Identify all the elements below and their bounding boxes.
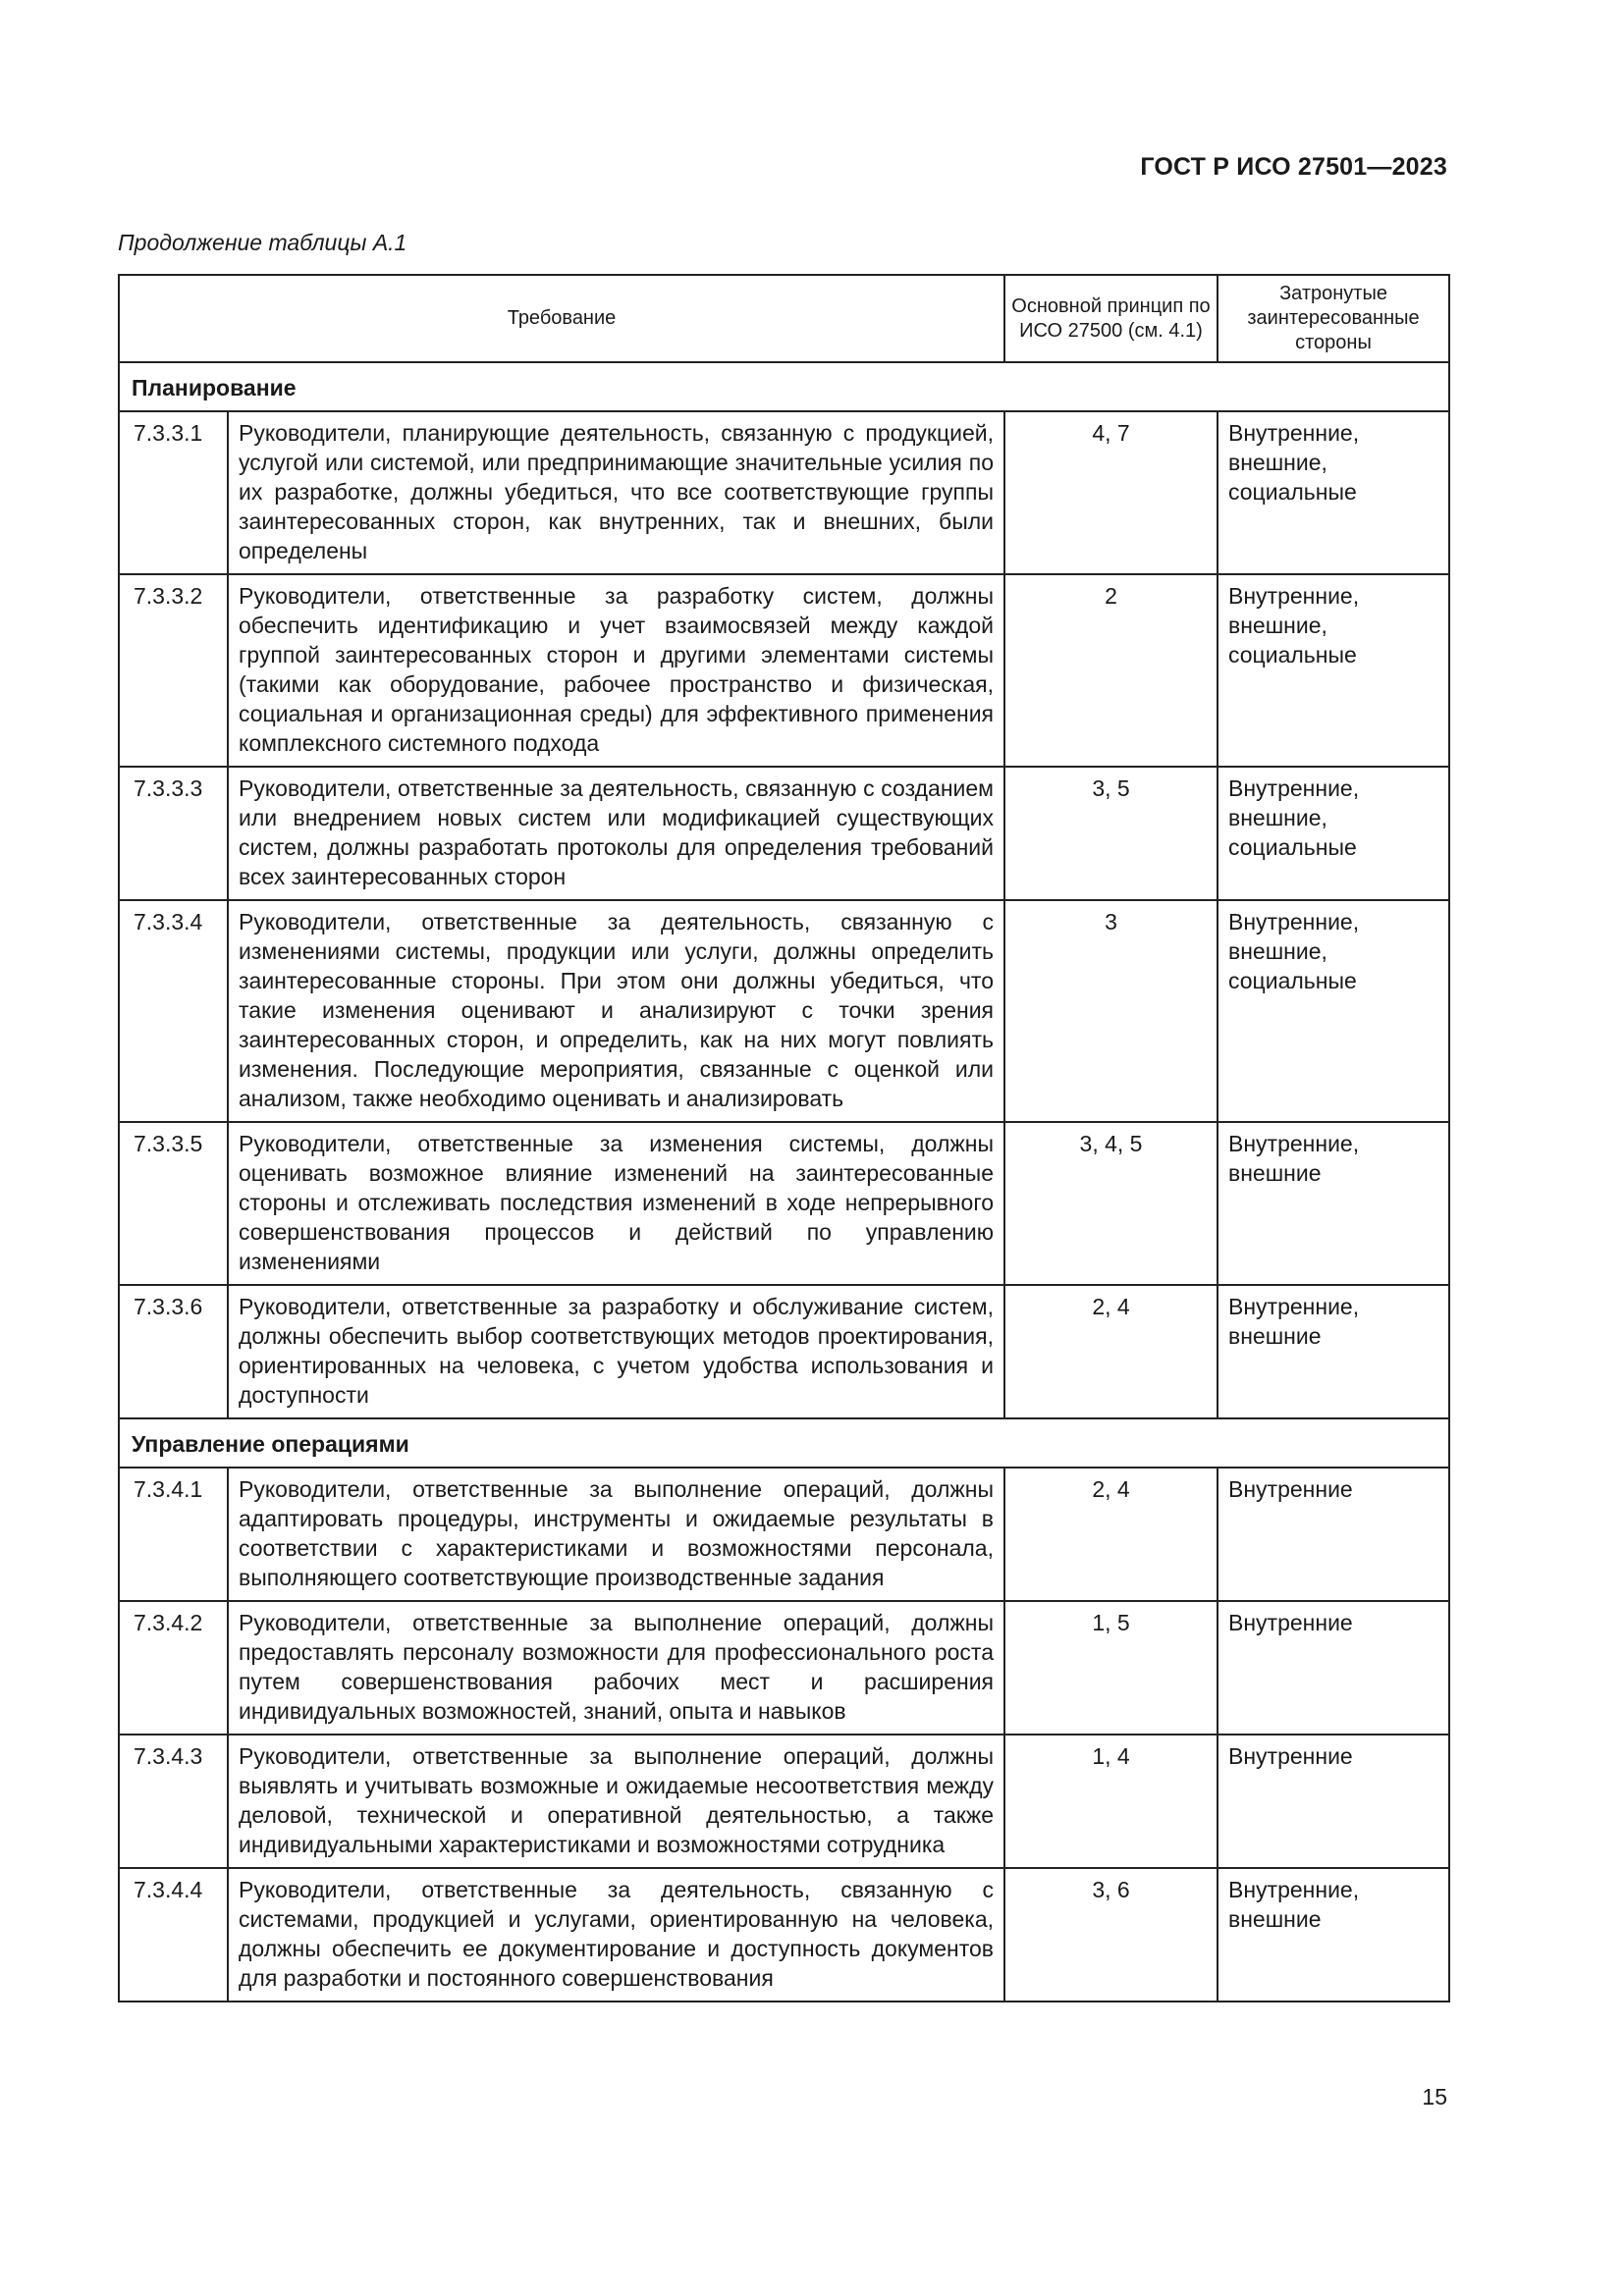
- affected-parties: Внутренние, внешние, социальные: [1218, 900, 1449, 1122]
- table-caption: Продолжение таблицы А.1: [118, 230, 407, 255]
- requirement-text: Руководители, ответственные за разработку систем, должны обеспечить идентификацию и учет взаимосвязей между каждой группой заинтересованных сторон и другими элементами системы (такими как оборудование, рабочее пространство и физическая, социальная и организационная среды) для эффективного применения комплексного системного подхода: [228, 574, 1004, 767]
- table-row: [119, 767, 1449, 900]
- requirement-id: 7.3.4.2: [119, 1601, 228, 1735]
- affected-parties: Внутренние, внешние: [1218, 1285, 1449, 1418]
- requirement-id: 7.3.4.1: [119, 1468, 228, 1601]
- affected-parties: Внутренние: [1218, 1468, 1449, 1601]
- requirement-id: 7.3.3.6: [119, 1285, 228, 1418]
- header-parties: Затронутые заинтересованные стороны: [1218, 275, 1449, 362]
- affected-parties: Внутренние, внешние, социальные: [1218, 411, 1449, 574]
- principle-refs: 3: [1004, 900, 1218, 1122]
- principle-refs: 1, 5: [1004, 1601, 1218, 1735]
- affected-parties: Внутренние: [1218, 1735, 1449, 1868]
- table-body: [119, 362, 1449, 2002]
- requirement-id: 7.3.4.3: [119, 1735, 228, 1868]
- principle-refs: 2: [1004, 574, 1218, 767]
- table-row: [119, 574, 1449, 767]
- requirement-id: 7.3.4.4: [119, 1868, 228, 2002]
- document-code: ГОСТ Р ИСО 27501—2023: [1140, 153, 1447, 181]
- requirement-text: Руководители, ответственные за деятельность, связанную с созданием или внедрением новых систем или модификацией существующих систем, должны разработать протоколы для определения требований всех заинтересованных сторон: [228, 767, 1004, 900]
- principle-refs: 4, 7: [1004, 411, 1218, 574]
- principle-refs: 3, 4, 5: [1004, 1122, 1218, 1285]
- requirement-text: Руководители, ответственные за изменения системы, должны оценивать возможное влияние изменений на заинтересованные стороны и отслеживать последствия изменений в ходе непрерывного совершенствования процессов и действий по управлению изменениями: [228, 1122, 1004, 1285]
- affected-parties: Внутренние, внешние, социальные: [1218, 767, 1449, 900]
- table-row: [119, 1122, 1449, 1285]
- requirement-id: 7.3.3.5: [119, 1122, 228, 1285]
- header-principle: Основной принцип по ИСО 27500 (см. 4.1): [1004, 275, 1218, 362]
- requirements-table: [118, 274, 1450, 2002]
- affected-parties: Внутренние, внешние, социальные: [1218, 574, 1449, 767]
- principle-refs: 1, 4: [1004, 1735, 1218, 1868]
- table-row: [119, 1285, 1449, 1418]
- requirement-id: 7.3.3.3: [119, 767, 228, 900]
- table-row: [119, 900, 1449, 1122]
- principle-refs: 3, 6: [1004, 1868, 1218, 2002]
- section-row: [119, 1418, 1449, 1468]
- requirement-text: Руководители, ответственные за деятельность, связанную с системами, продукцией и услугами, ориентированную на человека, должны обеспечить ее документирование и доступность документов для разработки и постоянного совершенствования: [228, 1868, 1004, 2002]
- requirement-id: 7.3.3.1: [119, 411, 228, 574]
- affected-parties: Внутренние: [1218, 1601, 1449, 1735]
- principle-refs: 3, 5: [1004, 767, 1218, 900]
- requirement-text: Руководители, планирующие деятельность, связанную с продукцией, услугой или системой, или предпринимающие значительные усилия по их разработке, должны убедиться, что все соответствующие группы заинтересованных сторон, как внутренних, так и внешних, были определены: [228, 411, 1004, 574]
- requirement-id: 7.3.3.2: [119, 574, 228, 767]
- section-title: Управление операциями: [119, 1418, 1449, 1468]
- table-row: [119, 1868, 1449, 2002]
- affected-parties: Внутренние, внешние: [1218, 1122, 1449, 1285]
- table-header-row: [119, 275, 1449, 362]
- table-row: [119, 1601, 1449, 1735]
- table-row: [119, 1468, 1449, 1601]
- affected-parties: Внутренние, внешние: [1218, 1868, 1449, 2002]
- requirement-text: Руководители, ответственные за деятельность, связанную с изменениями системы, продукции или услуги, должны определить заинтересованные стороны. При этом они должны убедиться, что такие изменения оценивают и анализируют с точки зрения заинтересованных сторон, и определить, как на них могут повлиять изменения. Последующие мероприятия, связанные с оценкой или анализом, также необходимо оценивать и анализировать: [228, 900, 1004, 1122]
- requirement-text: Руководители, ответственные за разработку и обслуживание систем, должны обеспечить выбор соответствующих методов проектирования, ориентированных на человека, с учетом удобства использования и доступности: [228, 1285, 1004, 1418]
- section-row: [119, 362, 1449, 411]
- requirement-id: 7.3.3.4: [119, 900, 228, 1122]
- table-row: [119, 1735, 1449, 1868]
- section-title: Планирование: [119, 362, 1449, 411]
- requirement-text: Руководители, ответственные за выполнение операций, должны адаптировать процедуры, инструменты и ожидаемые результаты в соответствии с характеристиками и возможностями персонала, выполняющего соответствующие производственные задания: [228, 1468, 1004, 1601]
- requirement-text: Руководители, ответственные за выполнение операций, должны предоставлять персоналу возможности для профессионального роста путем совершенствования рабочих мест и расширения индивидуальных возможностей, знаний, опыта и навыков: [228, 1601, 1004, 1735]
- requirement-text: Руководители, ответственные за выполнение операций, должны выявлять и учитывать возможные и ожидаемые несоответствия между деловой, технической и оперативной деятельностью, а также индивидуальными характеристиками и возможностями сотрудника: [228, 1735, 1004, 1868]
- principle-refs: 2, 4: [1004, 1468, 1218, 1601]
- principle-refs: 2, 4: [1004, 1285, 1218, 1418]
- page-number: 15: [1422, 2084, 1447, 2109]
- header-requirement: Требование: [119, 275, 1004, 362]
- table-row: [119, 411, 1449, 574]
